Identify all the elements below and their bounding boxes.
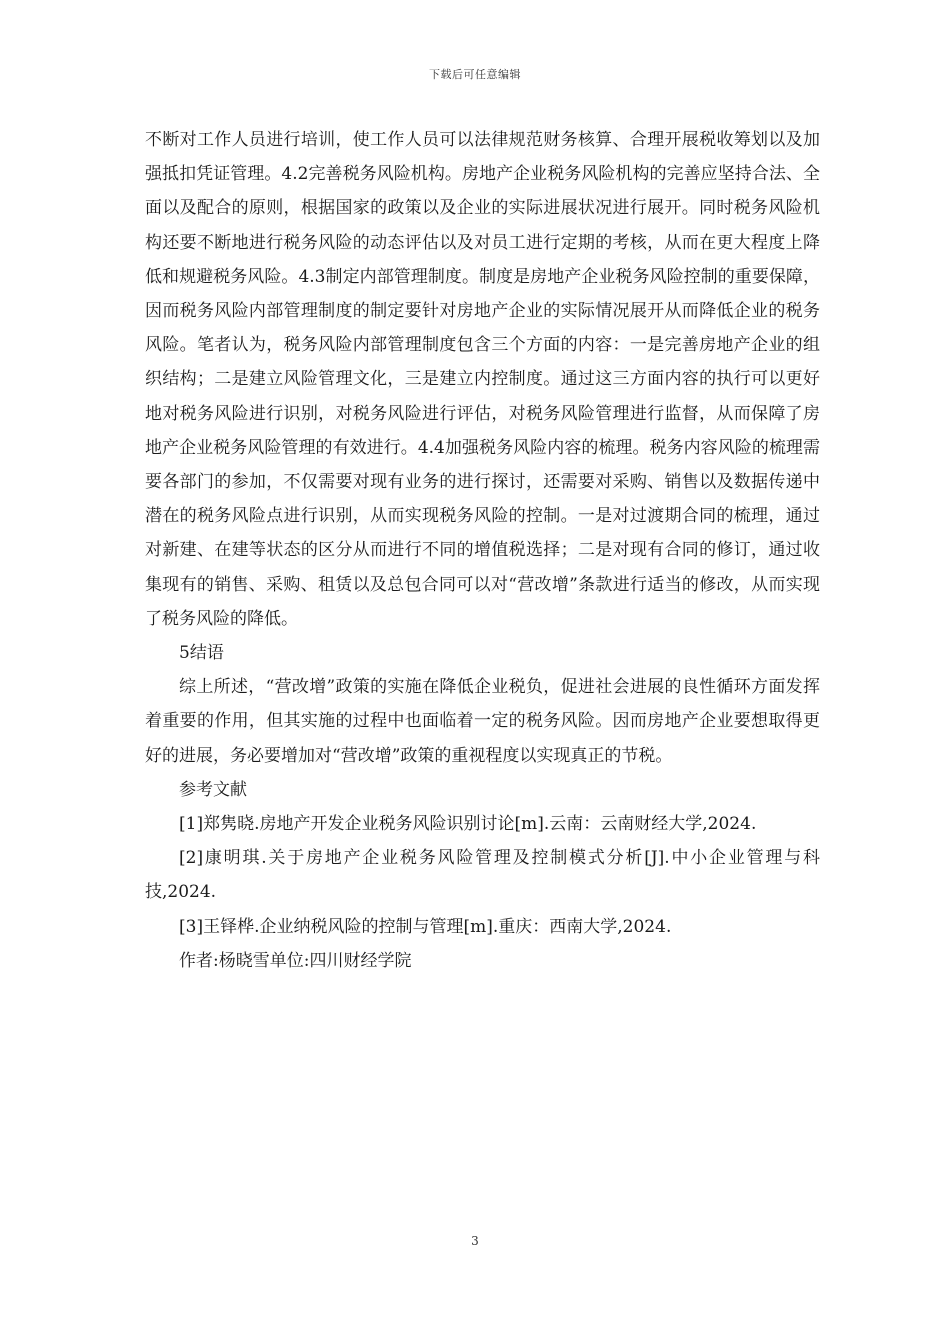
author-line: 作者:杨晓雪单位:四川财经学院	[179, 950, 412, 971]
conclusion-heading: 5结语	[179, 643, 224, 664]
body-paragraph: 不断对工作人员进行培训，使工作人员可以法律规范财务核算、合理开展税收筹划以及加强抵扣凭证管理。4.2完善税务风险机构。房地产企业税务风险机构的完善应坚持合法、全面以及配合的原则，根据国家的政策以及企业的实际进展状况进行展开。同时税务风险机构还要不断地进行税务风险的动态评估以及对员工进行定期的考核，从而在更大程度上降低和规避税务风险。4.3制定内部管理制度。制度是房地产企业税务风险控制的重要保障，因而税务风险内部管理制度的制定要针对房地产企业的实际情况展开从而降低企业的税务风险。笔者认为，税务风险内部管理制度包含三个方面的内容：一是完善房地产企业的组织结构；二是建立风险管理文化，三是建立内控制度。通过这三方面内容的执行可以更好地对税务风险进行识别，对税务风险进行评估，对税务风险管理进行监督，从而保障了房地产企业税务风险管理的有效进行。4.4加强税务风险内容的梳理。税务内容风险的梳理需要各部门的参加，不仅需要对现有业务的进行探讨，还需要对采购、销售以及数据传递中潜在的税务风险点进行识别，从而实现税务风险的控制。一是对过渡期合同的梳理，通过对新建、在建等状态的区分从而进行不同的增值税选择；二是对现有合同的修订，通过收集现有的销售、采购、租赁以及总包合同可以对“营改增”条款进行适当的修改，从而实现了税务风险的降低。	[145, 130, 820, 629]
reference-item-2: [2]康明琪.关于房地产企业税务风险管理及控制模式分析[J].中小企业管理与科技,2024.	[145, 848, 820, 903]
document-body	[145, 123, 820, 978]
page-number: 3	[471, 1234, 479, 1248]
page-header: 下载后可任意编辑	[429, 68, 521, 81]
reference-item-1: [1]郑隽晓.房地产开发企业税务风险识别讨论[m].云南：云南财经大学,2024.	[179, 814, 757, 835]
conclusion-paragraph: 综上所述，“营改增”政策的实施在降低企业税负，促进社会进展的良性循环方面发挥着重要的作用，但其实施的过程中也面临着一定的税务风险。因而房地产企业要想取得更好的进展，务必要增加对“营改增”政策的重视程度以实现真正的节税。	[145, 677, 820, 766]
reference-item-3: [3]王铎桦.企业纳税风险的控制与管理[m].重庆：西南大学,2024.	[179, 916, 672, 937]
references-heading: 参考文献	[179, 779, 247, 800]
